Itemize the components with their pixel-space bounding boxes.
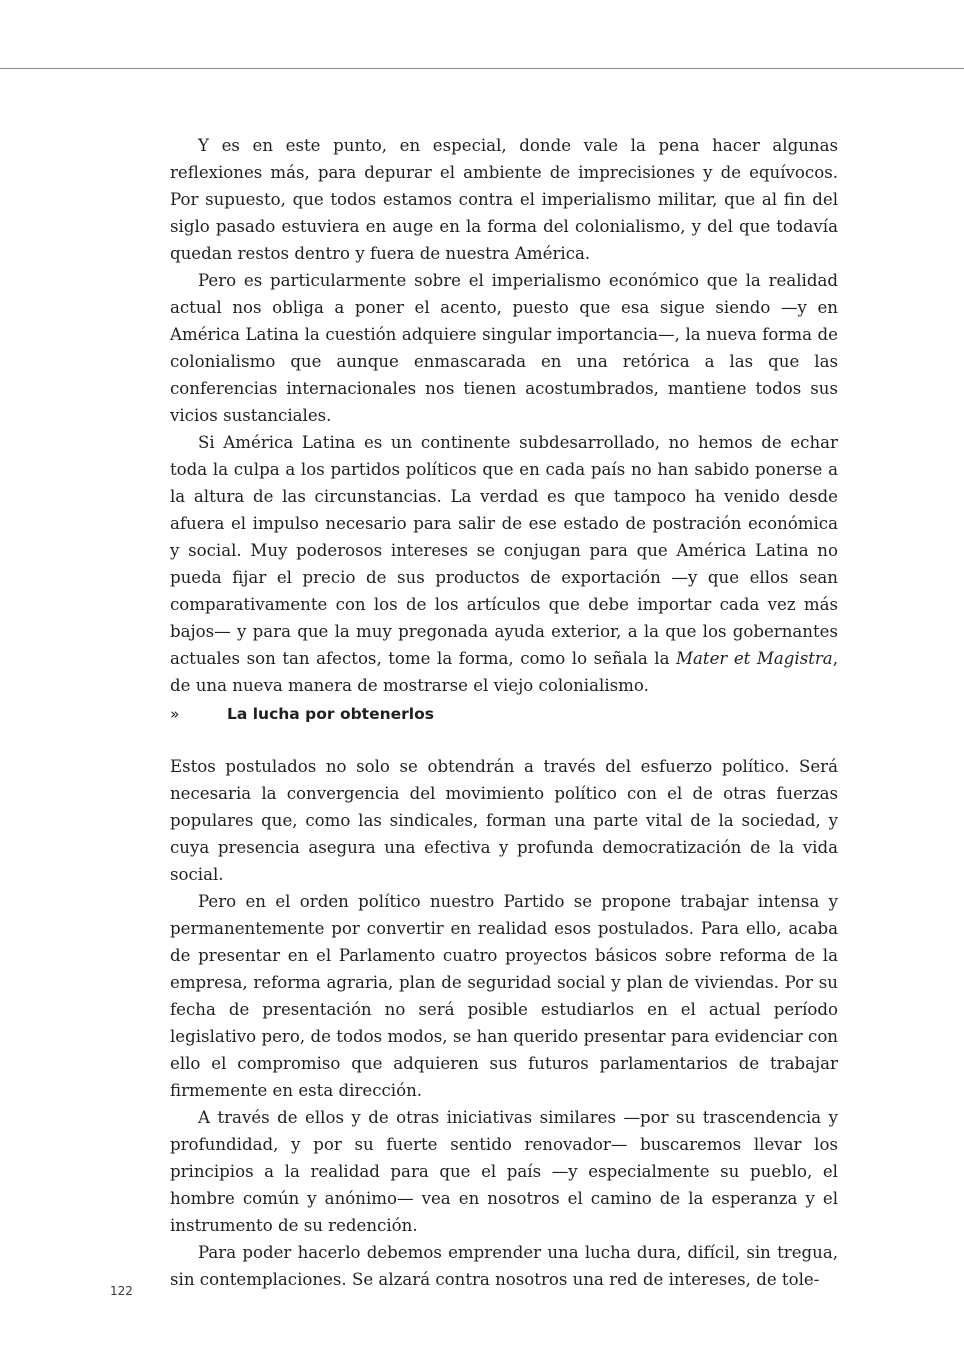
paragraph: A través de ellos y de otras iniciativas similares —por su trascendencia y profundidad, y por su fuerte sentido renovador— buscaremos llevar los principios a la realidad para que el país —y especialmente su pueblo, el hombre común y anónimo— vea en nosotros el camino de la esperanza y el instrumento de su redención. bbox=[170, 1108, 838, 1235]
header-rule bbox=[0, 68, 964, 69]
paragraph: Y es en este punto, en especial, donde vale la pena hacer algunas reflexiones más, para depurar el ambiente de imprecisiones y de equívocos. Por supuesto, que todos estamos contra el imperialismo militar, que al fin del siglo pasado estuviera en auge en la forma del colonialismo, y del que todavía quedan restos dentro y fuera de nuestra América. bbox=[170, 136, 838, 263]
body-text-bottom bbox=[170, 753, 838, 1293]
italic-title: Mater et Magistra bbox=[676, 649, 833, 668]
paragraph: Pero en el orden político nuestro Partido se propone trabajar intensa y permanentemente por convertir en realidad esos postulados. Para ello, acaba de presentar en el Parlamento cuatro proyectos básicos sobre reforma de la empresa, reforma agraria, plan de seguridad social y plan de viviendas. Por su fecha de presentación no será posible estudiarlos en el actual período legislativo pero, de todos modos, se han querido presentar para evidenciar con ello el compromiso que adquieren sus futuros parlamentarios de trabajar firmemente en esta dirección. bbox=[170, 892, 838, 1100]
paragraph: Para poder hacerlo debemos emprender una lucha dura, difícil, sin tregua, sin contemplaciones. Se alzará contra nosotros una red de intereses, de tole- bbox=[170, 1243, 838, 1289]
paragraph-text: Si América Latina es un continente subdesarrollado, no hemos de echar toda la culpa a los partidos políticos que en cada país no han sabido ponerse a la altura de las circunstancias. La verdad es que tampoco ha venido desde afuera el impulso necesario para salir de ese estado de postración económica y social. Muy poderosos intereses se conjugan para que América Latina no pueda fijar el precio de sus productos de exportación —y que ellos sean comparativamente con los de los artículos que debe importar cada vez más bajos— y para que la muy pregonada ayuda exterior, a la que los gobernantes actuales son tan afectos, tome la forma, como lo señala la bbox=[170, 433, 838, 668]
page-number: 122 bbox=[110, 1284, 133, 1298]
body-text-top bbox=[170, 132, 838, 699]
section-heading bbox=[170, 702, 838, 726]
paragraph: Pero es particularmente sobre el imperialismo económico que la realidad actual nos obliga a poner el acento, puesto que esa sigue siendo —y en América Latina la cuestión adquiere singular importancia—, la nueva forma de colonialismo que aunque enmascarada en una retórica a las que las conferencias internacionales nos tienen acostumbrados, mantiene todos sus vicios sustanciales. bbox=[170, 271, 838, 425]
section-marker-icon: » bbox=[170, 705, 180, 723]
section-title: La lucha por obtenerlos bbox=[227, 705, 434, 723]
paragraph: Estos postulados no solo se obtendrán a través del esfuerzo político. Será necesaria la convergencia del movimiento político con el de otras fuerzas populares que, como las sindicales, forman una parte vital de la sociedad, y cuya presencia asegura una efectiva y profunda democratización de la vida social. bbox=[170, 757, 838, 884]
paragraph bbox=[170, 429, 838, 699]
paragraph-text: , de una nueva manera de mostrarse el viejo colonialismo. bbox=[170, 649, 838, 695]
